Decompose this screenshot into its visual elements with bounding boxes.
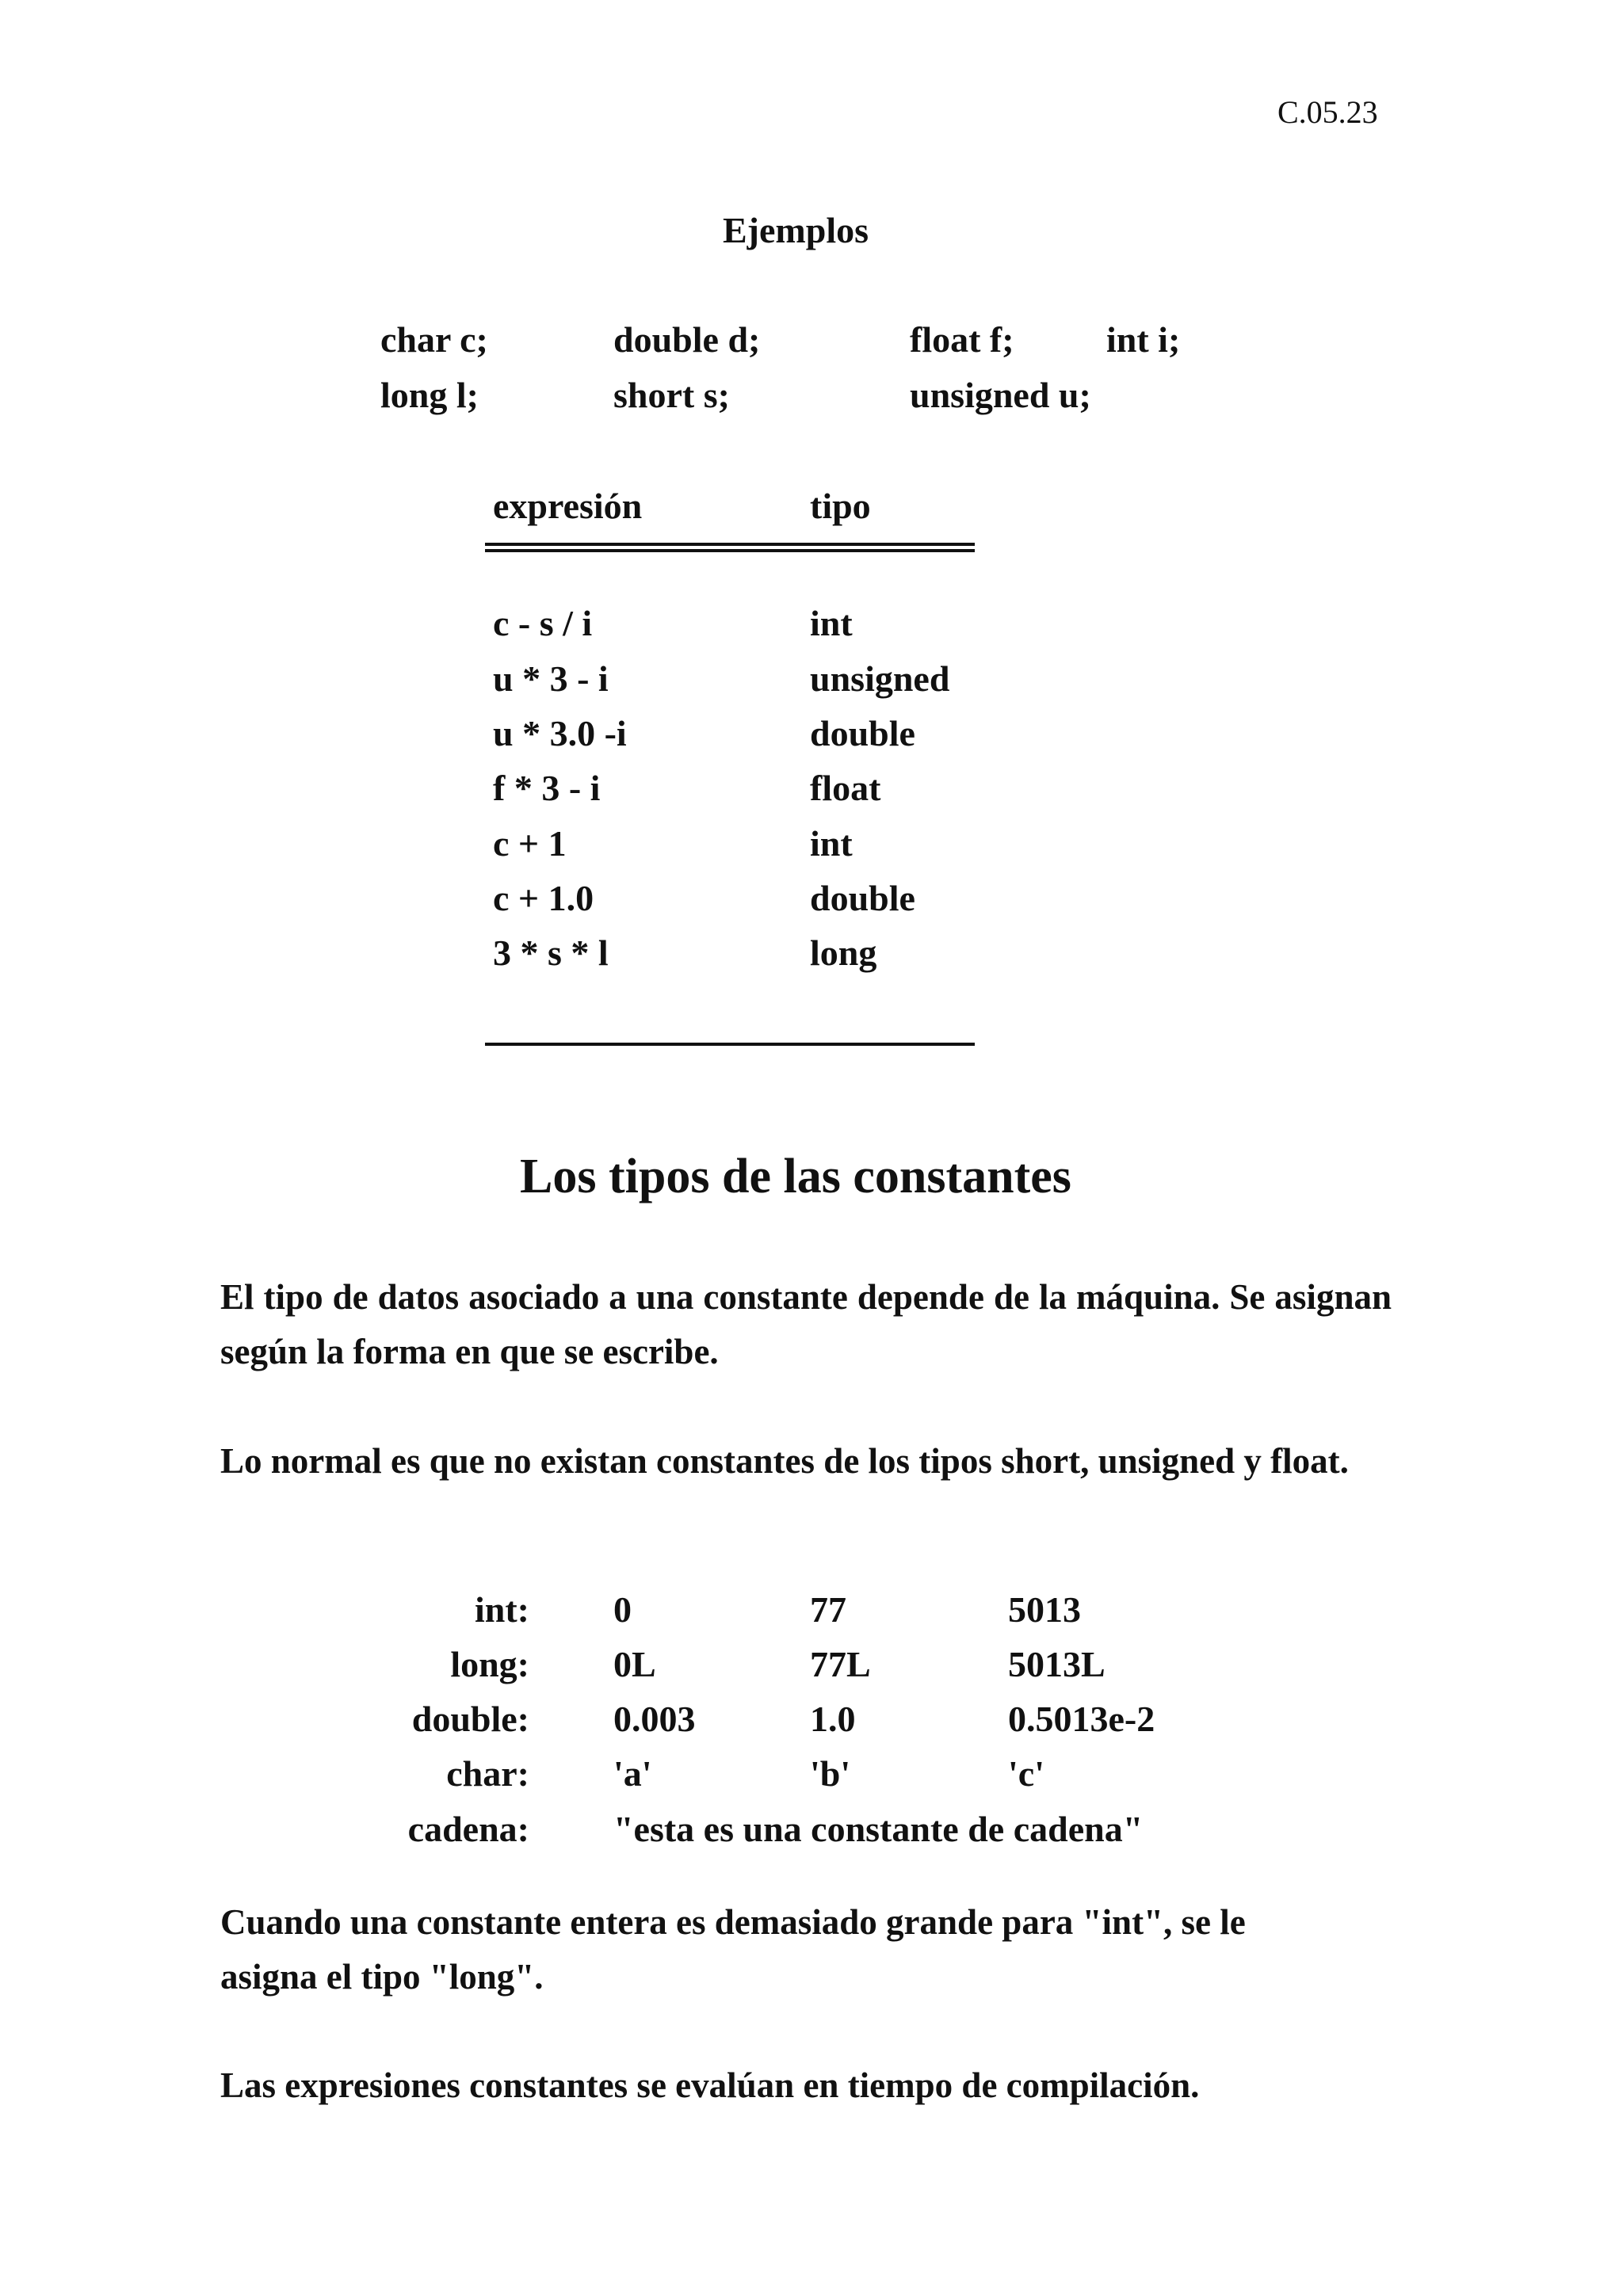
constant-value: 'a'	[613, 1753, 652, 1794]
constant-type-label: cadena:	[407, 1809, 529, 1849]
table-cell-expression: u * 3 - i	[493, 658, 609, 699]
constant-value: 5013L	[1008, 1644, 1106, 1684]
declaration: long l;	[380, 375, 479, 415]
constant-type-label: long:	[450, 1644, 529, 1684]
table-cell-expression: 3 * s * l	[493, 933, 609, 973]
constant-value: 0.5013e-2	[1008, 1699, 1155, 1739]
table-cell-expression: u * 3.0 -i	[493, 713, 627, 753]
table-cell-type: float	[810, 768, 881, 808]
table-bottom-rule	[485, 1043, 975, 1046]
table-header-expression: expresión	[493, 486, 643, 526]
paragraph: El tipo de datos asociado a una constante depende de la máquina. Se asignan según la forma en que se escribe.	[220, 1277, 1392, 1371]
declaration: float f;	[910, 319, 1014, 360]
table-double-rule-bottom	[485, 549, 975, 552]
paragraph: Las expresiones constantes se evalúan en tiempo de compilación.	[220, 2065, 1200, 2105]
declaration: short s;	[613, 375, 730, 415]
page-number: C.05.23	[1277, 94, 1378, 130]
constant-type-label: double:	[411, 1699, 529, 1739]
constant-value: 0	[613, 1589, 632, 1630]
table-cell-type: double	[810, 878, 915, 918]
declaration: unsigned u;	[910, 375, 1091, 415]
table-cell-type: int	[810, 603, 853, 643]
table-cell-type: double	[810, 713, 915, 753]
constant-value: 0L	[613, 1644, 656, 1684]
constant-value: 77	[810, 1589, 846, 1630]
constant-value: 'c'	[1008, 1753, 1044, 1794]
declaration: double d;	[613, 319, 761, 360]
table-cell-type: unsigned	[810, 658, 950, 699]
constant-value: "esta es una constante de cadena"	[613, 1809, 1144, 1849]
constant-value: 1.0	[810, 1699, 856, 1739]
table-double-rule-top	[485, 543, 975, 546]
paragraph: Lo normal es que no existan constantes de los tipos short, unsigned y float.	[220, 1441, 1349, 1481]
paragraph: Cuando una constante entera es demasiado grande para "int", se le asigna el tipo "long".	[220, 1902, 1246, 1997]
declaration: char c;	[380, 319, 488, 360]
constant-value: 'b'	[810, 1753, 851, 1794]
table-header-type: tipo	[810, 486, 871, 526]
constant-type-label: int:	[475, 1589, 529, 1630]
table-cell-expression: c + 1	[493, 823, 567, 864]
constant-value: 0.003	[613, 1699, 696, 1739]
table-cell-expression: c - s / i	[493, 603, 593, 643]
constant-value: 77L	[810, 1644, 871, 1684]
table-cell-type: long	[810, 933, 877, 973]
table-cell-expression: c + 1.0	[493, 878, 594, 918]
examples-heading: Ejemplos	[723, 210, 869, 250]
section-title: Los tipos de las constantes	[520, 1150, 1071, 1203]
constant-type-label: char:	[446, 1753, 529, 1794]
constant-value: 5013	[1008, 1589, 1081, 1630]
table-cell-type: int	[810, 823, 853, 864]
declaration: int i;	[1106, 319, 1181, 360]
table-cell-expression: f * 3 - i	[493, 768, 601, 808]
